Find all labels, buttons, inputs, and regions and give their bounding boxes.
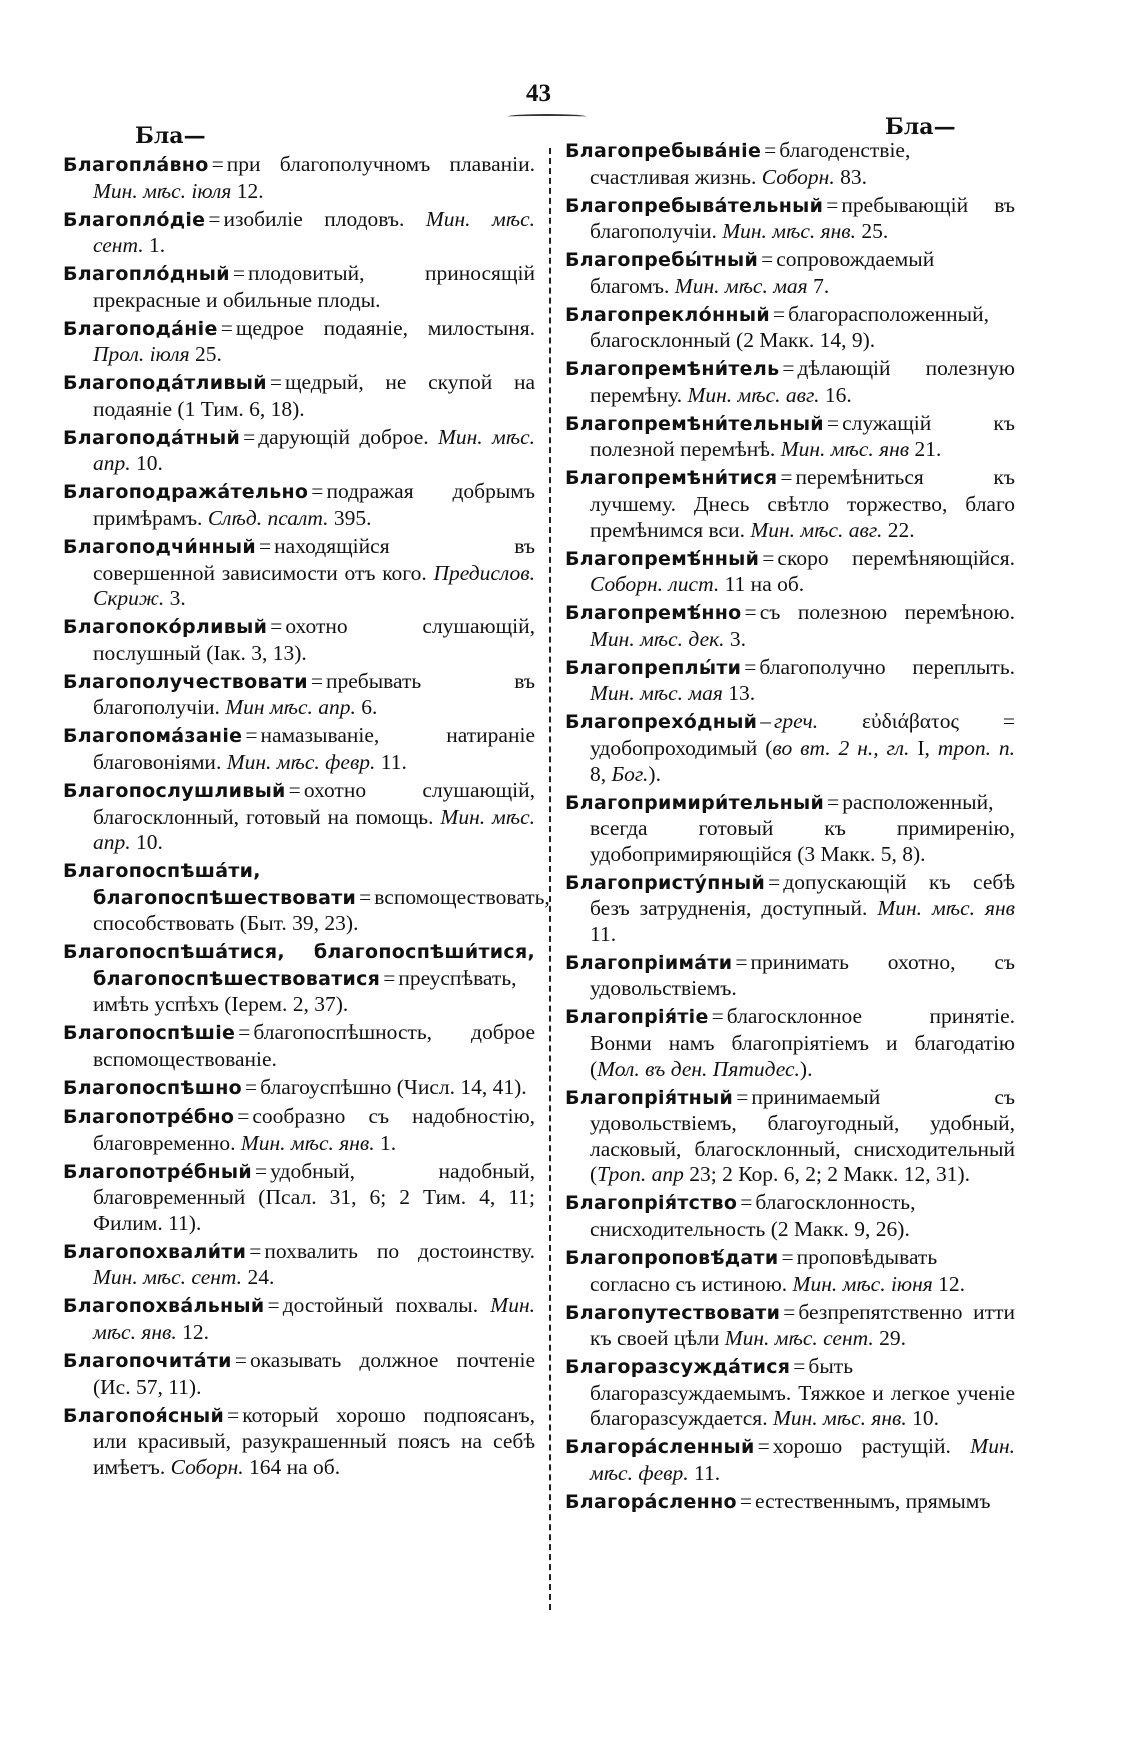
entry-definition: I, (909, 735, 938, 760)
entry-headword: Благопотре́бный (63, 1160, 252, 1183)
entry-separator: = (237, 1104, 250, 1129)
entry-definition: преуспѣвать, имѣть успѣхъ (Іерем. 2, 37). (93, 965, 517, 1017)
entry-headword: Благопохвали́ти (63, 1240, 247, 1263)
column-divider (549, 148, 551, 1610)
entry-separator: = (245, 723, 258, 748)
entry-separator: = (359, 884, 372, 909)
entry-separator: = (793, 1354, 806, 1379)
entry-definition: проповѣдывать согласно съ истиною. (590, 1244, 938, 1296)
dictionary-entry (63, 1403, 535, 1481)
entry-separator: = (310, 668, 323, 693)
entry-separator: = (269, 370, 282, 395)
entry-reference: греч. (774, 709, 819, 734)
entry-separator: = (783, 1299, 796, 1324)
dictionary-entry (63, 858, 550, 937)
dictionary-entry (565, 1085, 1015, 1188)
dictionary-entry (63, 1104, 535, 1156)
entry-reference: Мин. мѣс. мая (590, 681, 723, 706)
dictionary-entry (63, 723, 535, 775)
entry-headword: Благопотре́бно (63, 1106, 235, 1129)
entry-reference: Бог. (611, 761, 649, 786)
entry-reference: Мол. въ ден. Пятидес. (597, 1056, 800, 1081)
entry-separator: = (739, 1488, 753, 1513)
entry-headword: Благоплóдный (63, 263, 230, 286)
entry-reference: Мин. мѣс. іюня (792, 1271, 933, 1296)
running-head-right: Бла— (885, 114, 956, 140)
entry-reference: Мин. мѣс. мая (674, 273, 808, 298)
entry-headword: Благопребы́тный (565, 249, 759, 272)
entry-definition: находящійся въ совершенной зависимости отъ кого. (93, 534, 535, 585)
entry-definition: 29. (873, 1326, 907, 1351)
entry-headword: Благопроповѣ́дати (565, 1246, 779, 1269)
entry-separator: = (826, 410, 840, 435)
left-column (63, 152, 550, 1483)
entry-separator: = (735, 949, 748, 974)
dictionary-entry (63, 778, 535, 856)
entry-headword: Благопреклóнный (565, 303, 770, 326)
entry-definition: благопоспѣшность, доброе вспомоществованіе. (93, 1020, 535, 1072)
entry-headword: Благопоспѣшіе (63, 1022, 236, 1045)
entry-reference: Мин. мѣс. дек. (590, 626, 725, 651)
entry-separator: – (760, 709, 772, 734)
dictionary-entry (565, 1190, 1015, 1242)
entry-definition: 12. (932, 1271, 966, 1296)
entry-definition: 12. (231, 178, 264, 203)
entry-separator: = (826, 192, 839, 217)
entry-separator: = (243, 424, 256, 449)
entry-definition: ). (799, 1056, 813, 1081)
entry-definition: 25. (189, 342, 222, 367)
entry-separator: = (711, 1004, 724, 1029)
dictionary-entry (565, 655, 1015, 707)
entry-separator: = (827, 789, 840, 814)
dictionary-entry (565, 790, 1015, 868)
entry-separator: = (227, 1402, 240, 1427)
entry-definition: охотно слушающій, благосклонный, готовый на помощь. (93, 777, 535, 829)
entry-definition: сопровождаемый благомъ. (590, 247, 935, 298)
entry-definition: пребывать въ благополучіи. (93, 668, 535, 720)
entry-definition: 12. (176, 1319, 209, 1344)
entry-definition: служащій къ полезной перемѣнѣ. (590, 410, 1015, 462)
entry-separator: = (288, 777, 301, 802)
entry-definition: 25. (856, 219, 889, 244)
entry-definition: оказывать должное почтеніе (Ис. 57, 11). (93, 1347, 535, 1399)
dictionary-entry (63, 1159, 535, 1237)
entry-headword: Благопоя́сный (63, 1404, 225, 1427)
dictionary-entry (63, 207, 535, 259)
entry-definition: 395. (328, 506, 372, 531)
entry-reference: Соборн. (170, 1454, 244, 1479)
entry-separator: = (232, 261, 246, 286)
entry-definition: 11. (590, 921, 617, 946)
page-number: 43 (526, 80, 551, 107)
entry-headword: Благопода́тливый (63, 372, 267, 395)
entry-definition: 23; 2 Кор. 6, 2; 2 Макк. 12, 31). (683, 1162, 971, 1187)
entry-definition: 164 на об. (243, 1454, 341, 1479)
dictionary-entry (63, 1075, 535, 1102)
entry-reference: Соборн. (761, 164, 835, 189)
entry-separator: = (764, 138, 777, 162)
entry-definition: естественнымъ, прямымъ (755, 1488, 991, 1513)
entry-definition: 13. (722, 681, 756, 706)
entry-definition: удобный, надобный, благовременный (Псал. 31, 6; 2 Тим. 4, 11; Филим. 11). (93, 1158, 535, 1235)
entry-reference: Мин. мѣс. янв. (772, 1406, 907, 1431)
dictionary-entry (63, 1348, 535, 1400)
entry-separator: = (744, 654, 757, 679)
entry-reference: Мин. мѣс. апр. (93, 424, 535, 476)
page-number-rule (508, 114, 586, 119)
entry-separator: = (249, 1238, 262, 1263)
entry-headword: Благоподчи́нный (63, 536, 257, 559)
entry-headword: Благопутествовати (565, 1301, 781, 1324)
entry-separator: = (768, 869, 781, 894)
dictionary-entry (565, 950, 1015, 1002)
dictionary-entry (63, 425, 535, 477)
dictionary-entry (565, 302, 1015, 354)
entry-headword: Благопрія́тіе (565, 1006, 709, 1029)
entry-definition: 1. (374, 1130, 397, 1155)
entry-definition: подражая добрымъ примѣрамъ. (93, 479, 535, 531)
entry-definition: дѣлающій полезную перемѣну. (590, 356, 1015, 407)
entry-reference: Прол. іюля (93, 342, 190, 367)
entry-definition: хорошо растущій. (772, 1434, 971, 1459)
dictionary-entry (565, 1300, 1015, 1352)
entry-separator: = (780, 465, 793, 490)
dictionary-entry (63, 1239, 535, 1291)
entry-headword: Благопрія́тство (565, 1192, 738, 1215)
dictionary-entry (63, 669, 535, 721)
dictionary-entry (63, 534, 535, 612)
entry-reference: Мин. мѣс. февр. (590, 1434, 1015, 1485)
entry-definition: 10. (130, 830, 163, 855)
entry-reference: Мин. мѣс. сент. (93, 206, 535, 258)
dictionary-entry (565, 1489, 1015, 1516)
dictionary-entry (63, 1293, 535, 1345)
entry-headword: Благопома́заніе (63, 725, 243, 748)
dictionary-entry (63, 316, 535, 368)
entry-headword: Благоподража́тельно (63, 481, 309, 504)
entry-headword: Благоплóдіе (63, 208, 206, 231)
dictionary-entry (63, 1020, 535, 1072)
entry-reference: Мин. мѣс. апр. (93, 804, 535, 855)
entry-separator: = (781, 1244, 794, 1269)
entry-reference: Мин. мѣс. іюля (93, 178, 232, 203)
entry-headword: Благопоспѣша́ти, благопоспѣшествовати (63, 860, 357, 909)
entry-headword: Благопремѣни́тельный (565, 412, 824, 435)
entry-definition: 3. (164, 586, 186, 611)
entry-separator: = (740, 1190, 753, 1215)
entry-reference: Соборн. лист. (590, 572, 720, 597)
dictionary-entry (63, 939, 535, 1018)
dictionary-entry (565, 411, 1015, 463)
entry-definition: достойный похвалы. (282, 1293, 491, 1318)
entry-headword: Благопоспѣша́тися, благопоспѣши́тися, благопоспѣшествоватися (63, 941, 535, 990)
entry-headword: Благопочита́ти (63, 1349, 232, 1372)
entry-separator: = (259, 534, 272, 559)
entry-reference: Мин. мѣс. авг. (687, 382, 820, 407)
entry-reference: Слѣд. псалт. (207, 506, 329, 531)
dictionary-entry (565, 546, 1015, 598)
entry-definition: пребывающій въ благополучіи. (590, 192, 1015, 244)
right-column (565, 138, 1015, 1518)
entry-separator: = (220, 315, 233, 340)
entry-headword: Благополучествовати (63, 670, 308, 693)
entry-definition: 7. (807, 273, 830, 298)
entry-separator: = (211, 152, 224, 176)
entry-definition: скоро перемѣняющійся. (777, 545, 1015, 570)
entry-definition: 8, (590, 761, 612, 786)
entry-definition: плодовитый, приносящій прекрасные и обильные плоды. (93, 261, 535, 312)
entry-definition: благосклонное принятіе. Вонми намъ благопріятіемъ и благодатію ( (590, 1004, 1015, 1081)
dictionary-entry (565, 465, 1015, 543)
dictionary-entry (565, 1004, 1015, 1082)
entry-separator: = (234, 1347, 247, 1372)
entry-definition: который хорошо подпоясанъ, или красивый, разукрашенный поясъ на себѣ имѣетъ. (93, 1402, 535, 1479)
entry-separator: = (267, 1293, 280, 1318)
entry-reference: Мин. мѣс. янв. (93, 1293, 535, 1344)
dictionary-entry (565, 356, 1015, 408)
entry-headword: Благора́сленно (565, 1490, 737, 1513)
entry-definition: благосклонность, снисходительность (2 Макк. 9, 26). (590, 1190, 916, 1241)
entry-headword: Благопребыва́тельный (565, 194, 824, 217)
entry-separator: = (782, 356, 795, 381)
entry-definition: εὐδιάβατος = удобопроходимый ( (590, 709, 1015, 760)
entry-reference: Мин. мѣс. авг. (750, 517, 883, 542)
entry-definition: 10. (906, 1406, 940, 1431)
entry-headword: Благопода́ніе (63, 317, 218, 340)
entry-reference: Мин. мѣс. янв (877, 896, 1015, 921)
dictionary-entry (63, 370, 535, 422)
entry-definition: 11 на об. (719, 572, 805, 597)
dictionary-entry (63, 261, 535, 313)
entry-headword: Благопремѣ́нный (565, 547, 760, 570)
entry-headword: Благопохва́льный (63, 1295, 265, 1318)
entry-reference: Мин. мѣс. февр. (226, 749, 376, 774)
dictionary-entry (565, 1434, 1015, 1486)
entry-separator: = (744, 600, 757, 625)
entry-definition: вспомоществовать, способствовать (Быт. 39, 23). (93, 884, 550, 936)
entry-definition: благополучно переплыть. (759, 654, 1015, 679)
entry-definition: щедрое подаяніе, милостыня. (235, 315, 535, 340)
entry-definition: 6. (355, 695, 378, 720)
entry-definition: 11. (375, 749, 407, 774)
entry-definition: похвалить по достоинству. (264, 1238, 535, 1263)
entry-definition: 22. (882, 517, 915, 542)
dictionary-entry (63, 614, 535, 666)
dictionary-entry (565, 193, 1015, 245)
entry-separator: = (757, 1434, 770, 1459)
entry-headword: Благора́сленный (565, 1436, 755, 1459)
running-head-left: Бла— (135, 123, 206, 149)
entry-headword: Благопла́вно (63, 154, 209, 176)
entry-definition: допускающій къ себѣ безъ затрудненія, доступный. (590, 869, 1015, 921)
entry-separator: = (736, 1084, 749, 1109)
entry-reference: Мин. мѣс. сент. (724, 1326, 874, 1351)
entry-definition: 24. (242, 1265, 275, 1290)
entry-headword: Благопреплы́ти (565, 656, 742, 679)
entry-definition: 3. (724, 626, 747, 651)
entry-reference: во вт. 2 н., гл. (772, 735, 910, 760)
dictionary-entry (565, 247, 1015, 299)
entry-headword: Благопремѣни́тель (565, 358, 780, 381)
entry-definition: 10. (130, 451, 163, 476)
dictionary-entry (565, 1245, 1015, 1297)
dictionary-entry (63, 152, 535, 204)
entry-reference: Мин. мѣс. янв. (240, 1130, 375, 1155)
entry-separator: = (311, 479, 324, 504)
entry-definition: перемѣниться къ лучшему. Днесь свѣтло торжество, благо премѣнимся вси. (590, 465, 1015, 542)
entry-definition: 21. (909, 437, 942, 462)
entry-separator: = (762, 545, 775, 570)
entry-definition: быть благоразсуждаемымъ. Тяжкое и легкое ученіе благоразсуждается. (590, 1354, 1015, 1431)
entry-definition: безпрепятственно итти къ своей цѣли (590, 1299, 1015, 1351)
entry-definition: дарующій доброе. (258, 424, 438, 449)
entry-headword: Благопріима́ти (565, 951, 733, 974)
entry-reference: троп. п. (937, 735, 1015, 760)
entry-headword: Благопремѣни́тися (565, 467, 778, 490)
entry-reference: Мин. мѣс. янв. (722, 219, 857, 244)
entry-headword: Благопрехóдный (565, 711, 758, 734)
dictionary-entry (565, 1354, 1015, 1432)
entry-definition: съ полезною перемѣною. (759, 600, 1015, 625)
entry-reference: Мин. мѣс. сент. (93, 1265, 243, 1290)
entry-headword: Благопребыва́ніе (565, 140, 762, 162)
entry-headword: Благопремѣ́нно (565, 602, 742, 625)
entry-headword: Благопримири́тельный (565, 791, 825, 814)
dictionary-entry (63, 479, 535, 531)
entry-definition: благоуспѣшно (Числ. 14, 41). (260, 1075, 527, 1100)
entry-definition: намазываніе, натираніе благовоніями. (93, 723, 535, 774)
entry-definition: благоденствіе, счастливая жизнь. (590, 138, 911, 189)
entry-definition: 1. (143, 233, 166, 258)
entry-separator: = (238, 1020, 251, 1045)
entry-definition: 11. (688, 1460, 721, 1485)
entry-reference: Мин мѣс. апр. (225, 695, 356, 720)
entry-definition: 16. (819, 382, 852, 407)
entry-definition: охотно слушающій, послушный (Іак. 3, 13). (93, 614, 535, 665)
entry-reference: Предислов. Скриж. (93, 560, 535, 611)
entry-separator: = (245, 1075, 258, 1100)
entry-headword: Благопода́тный (63, 426, 241, 449)
entry-headword: Благопокóрливый (63, 616, 268, 639)
entry-definition: принимать охотно, съ удовольствіемъ. (590, 949, 1015, 1001)
entry-headword: Благопристу́пный (565, 871, 766, 894)
dictionary-entry (565, 600, 1015, 652)
entry-separator: = (208, 206, 221, 231)
entry-separator: = (772, 301, 786, 326)
entry-headword: Благопослушливый (63, 779, 286, 802)
entry-definition: расположенный, всегда готовый къ примиренію, удобопримиряющійся (3 Макк. 5, 8). (590, 789, 1015, 866)
entry-headword: Благоразсужда́тися (565, 1356, 791, 1379)
entry-headword: Благопоспѣшно (63, 1077, 243, 1100)
entry-definition: сообразно съ надобностію, благовременно. (93, 1104, 535, 1155)
entry-reference: Троп. апр (597, 1162, 684, 1187)
dictionary-entry (565, 870, 1015, 948)
entry-separator: = (383, 965, 396, 990)
dictionary-entry (565, 709, 1015, 787)
entry-definition: изобиліе плодовъ. (223, 206, 426, 231)
entry-definition: 83. (834, 164, 867, 189)
entry-separator: = (254, 1158, 268, 1183)
entry-definition: при благополучномъ плаваніи. (226, 152, 535, 176)
entry-headword: Благопрія́тный (565, 1086, 734, 1109)
entry-separator: = (761, 247, 774, 272)
entry-separator: = (270, 614, 283, 639)
entry-reference: Мин. мѣс. янв (780, 437, 910, 462)
entry-definition: принимаемый съ удовольствіемъ, благоугодный, удобный, ласковый, благосклонный, снисходительный ( (590, 1084, 1015, 1187)
entry-definition: щедрый, не скупой на подаяніе (1 Тим. 6, 18). (93, 370, 535, 421)
dictionary-entry (565, 138, 1015, 190)
entry-definition: благорасположенный, благосклонный (2 Макк. 14, 9). (590, 301, 989, 353)
entry-definition: ). (648, 761, 661, 786)
